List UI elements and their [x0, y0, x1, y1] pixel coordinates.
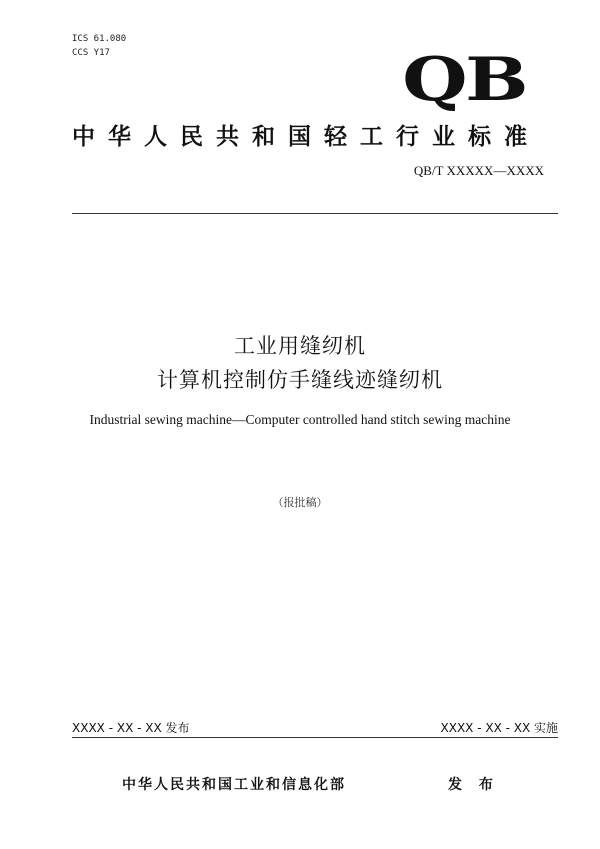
publish-date: XXXX - XX - XX 发布	[72, 721, 190, 735]
footer-divider	[72, 737, 558, 738]
ics-code: ICS 61.080	[72, 34, 127, 44]
draft-stage: （报批稿）	[272, 496, 328, 509]
header-divider	[72, 213, 558, 214]
issuing-authority: 中华人民共和国工业和信息化部	[122, 777, 346, 793]
classification-codes	[72, 32, 126, 60]
issue-label: 发 布	[448, 777, 499, 793]
standard-number: QB/T XXXXX—XXXX	[413, 163, 544, 178]
qb-logo: QB	[402, 45, 526, 115]
document-title-line2: 计算机控制仿手缝线迹缝纫机	[157, 368, 443, 392]
document-title-line1: 工业用缝纫机	[234, 334, 366, 358]
standard-category-title: 中华人民共和国轻工行业标准	[72, 124, 540, 150]
english-title: Industrial sewing machine—Computer controlled hand stitch sewing machine	[89, 412, 511, 427]
ccs-code: CCS Y17	[72, 48, 110, 58]
implement-date: XXXX - XX - XX 实施	[440, 721, 558, 735]
